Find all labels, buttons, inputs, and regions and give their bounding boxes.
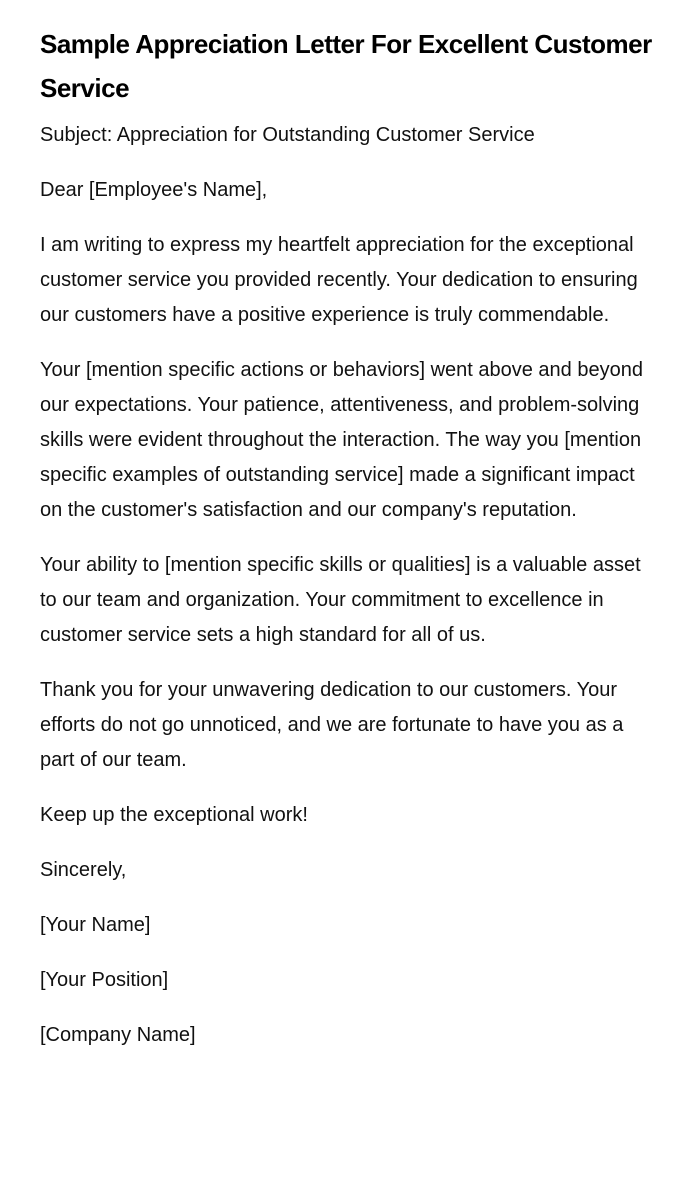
letter-salutation: Dear [Employee's Name], — [40, 179, 268, 201]
letter-paragraph-thanks: Thank you for your unwavering dedication to our customers. Your efforts do not go unnoticed, and we are fortunate to have you as a part of our team. — [40, 679, 624, 771]
letter-subject: Subject: Appreciation for Outstanding Customer Service — [40, 124, 535, 146]
signature-company: [Company Name] — [40, 1024, 196, 1046]
letter-paragraph-skills: Your ability to [mention specific skills or qualities] is a valuable asset to our team and organization. Your commitment to excellence in customer service sets a high standard for all of us. — [40, 554, 641, 646]
signature-position: [Your Position] — [40, 969, 169, 991]
letter-title: Sample Appreciation Letter For Excellent Customer Service — [40, 29, 652, 103]
letter-paragraph-encouragement: Keep up the exceptional work! — [40, 804, 308, 826]
letter-closing: Sincerely, — [40, 859, 127, 881]
letter-paragraph-intro: I am writing to express my heartfelt appreciation for the exceptional customer service you provided recently. Your dedication to ensuring our customers have a positive experience is truly commendable. — [40, 234, 638, 326]
signature-name: [Your Name] — [40, 914, 151, 936]
letter-paragraph-actions: Your [mention specific actions or behaviors] went above and beyond our expectations. Your patience, attentiveness, and problem-solving skills were evident throughout the interaction. The way you [mention specific examples of outstanding service] made a significant impact on the customer's satisfaction and our company's reputation. — [40, 359, 643, 521]
